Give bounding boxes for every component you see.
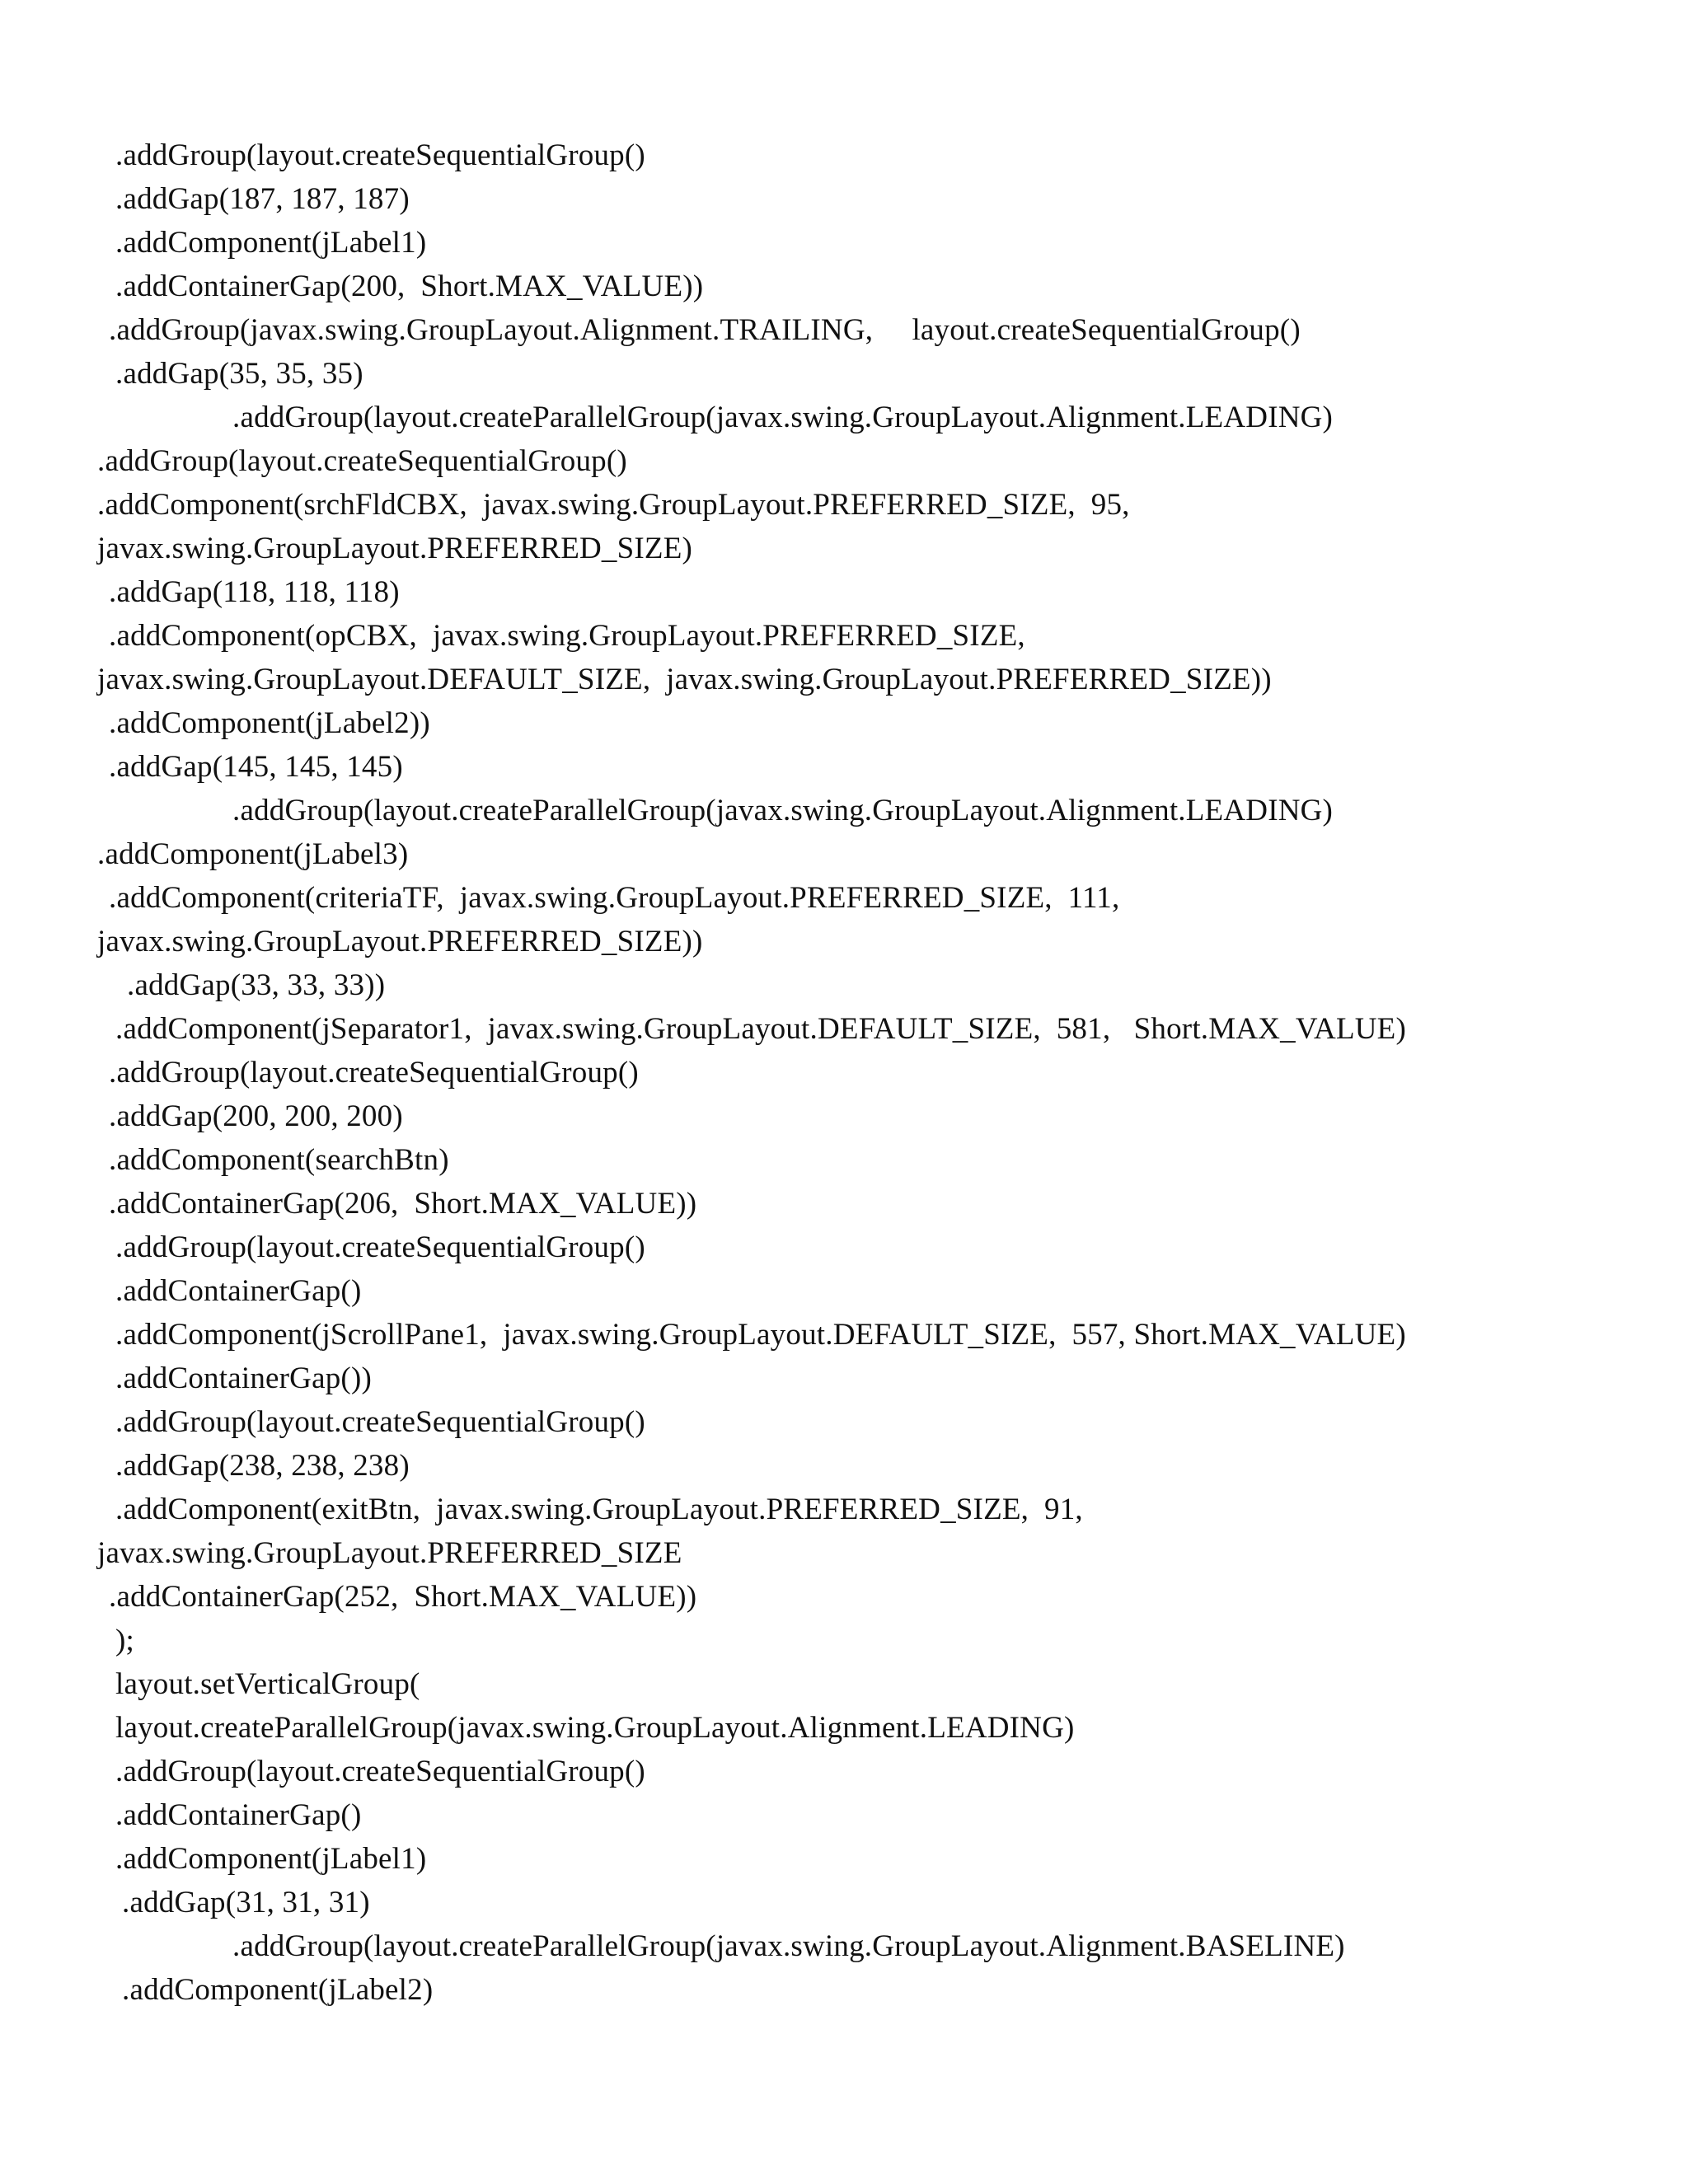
- code-line: javax.swing.GroupLayout.PREFERRED_SIZE): [97, 532, 693, 565]
- code-line: .addGap(238, 238, 238): [115, 1449, 410, 1483]
- code-line: .addGroup(layout.createParallelGroup(javax.swing.GroupLayout.Alignment.LEADING): [232, 794, 1334, 827]
- code-line: .addComponent(jSeparator1, javax.swing.GroupLayout.DEFAULT_SIZE, 581, Short.MAX_VALUE): [115, 1012, 1407, 1046]
- code-line: .addGroup(layout.createSequentialGroup(): [115, 138, 645, 172]
- code-line: .addGap(33, 33, 33)): [127, 968, 386, 1002]
- code-line: .addGap(35, 35, 35): [115, 357, 363, 391]
- code-line: .addContainerGap(206, Short.MAX_VALUE)): [109, 1187, 697, 1221]
- code-line: .addContainerGap(200, Short.MAX_VALUE)): [115, 269, 704, 303]
- code-line: .addGroup(layout.createParallelGroup(javax.swing.GroupLayout.Alignment.BASELINE): [232, 1929, 1345, 1963]
- code-line: .addComponent(jLabel2): [122, 1973, 434, 2007]
- code-line: layout.setVerticalGroup(: [115, 1667, 420, 1701]
- code-line: .addGroup(layout.createSequentialGroup(): [109, 1056, 639, 1090]
- code-line: .addComponent(criteriaTF, javax.swing.GroupLayout.PREFERRED_SIZE, 111,: [109, 881, 1120, 915]
- code-line: .addComponent(exitBtn, javax.swing.GroupLayout.PREFERRED_SIZE, 91,: [115, 1493, 1083, 1526]
- code-line: .addComponent(jLabel1): [115, 226, 427, 260]
- code-line: .addGap(31, 31, 31): [122, 1886, 370, 1919]
- code-line: .addGap(145, 145, 145): [109, 750, 403, 784]
- code-line: .addGroup(layout.createParallelGroup(javax.swing.GroupLayout.Alignment.LEADING): [232, 401, 1334, 434]
- code-line: .addComponent(jScrollPane1, javax.swing.GroupLayout.DEFAULT_SIZE, 557, Short.MAX_VALUE): [115, 1318, 1406, 1352]
- code-line: .addComponent(srchFldCBX, javax.swing.GroupLayout.PREFERRED_SIZE, 95,: [97, 488, 1130, 522]
- code-line: .addGap(118, 118, 118): [109, 575, 400, 609]
- code-line: .addContainerGap()): [115, 1361, 372, 1395]
- code-line: .addGap(200, 200, 200): [109, 1099, 403, 1133]
- code-line: layout.createParallelGroup(javax.swing.GroupLayout.Alignment.LEADING): [115, 1711, 1075, 1745]
- code-line: );: [115, 1624, 135, 1657]
- code-line: .addGroup(layout.createSequentialGroup(): [115, 1755, 645, 1788]
- code-line: .addGroup(javax.swing.GroupLayout.Alignment.TRAILING, layout.createSequentialGroup(): [109, 313, 1301, 347]
- code-line: .addGroup(layout.createSequentialGroup(): [115, 1230, 645, 1264]
- code-line: javax.swing.GroupLayout.PREFERRED_SIZE)): [97, 925, 703, 958]
- code-line: .addComponent(jLabel1): [115, 1842, 427, 1876]
- code-line: .addContainerGap(): [115, 1274, 362, 1308]
- code-line: .addContainerGap(): [115, 1798, 362, 1832]
- code-line: .addContainerGap(252, Short.MAX_VALUE)): [109, 1580, 697, 1614]
- code-line: .addGap(187, 187, 187): [115, 182, 410, 216]
- code-line: javax.swing.GroupLayout.PREFERRED_SIZE: [97, 1536, 682, 1570]
- code-line: .addComponent(jLabel2)): [109, 706, 430, 740]
- code-line: javax.swing.GroupLayout.DEFAULT_SIZE, javax.swing.GroupLayout.PREFERRED_SIZE)): [97, 663, 1272, 696]
- code-line: .addComponent(opCBX, javax.swing.GroupLayout.PREFERRED_SIZE,: [109, 619, 1025, 653]
- code-line: .addGroup(layout.createSequentialGroup(): [97, 444, 627, 478]
- code-line: .addGroup(layout.createSequentialGroup(): [115, 1405, 645, 1439]
- code-line: .addComponent(searchBtn): [109, 1143, 449, 1177]
- code-listing: [0, 134, 1688, 2012]
- code-line: .addComponent(jLabel3): [97, 837, 409, 871]
